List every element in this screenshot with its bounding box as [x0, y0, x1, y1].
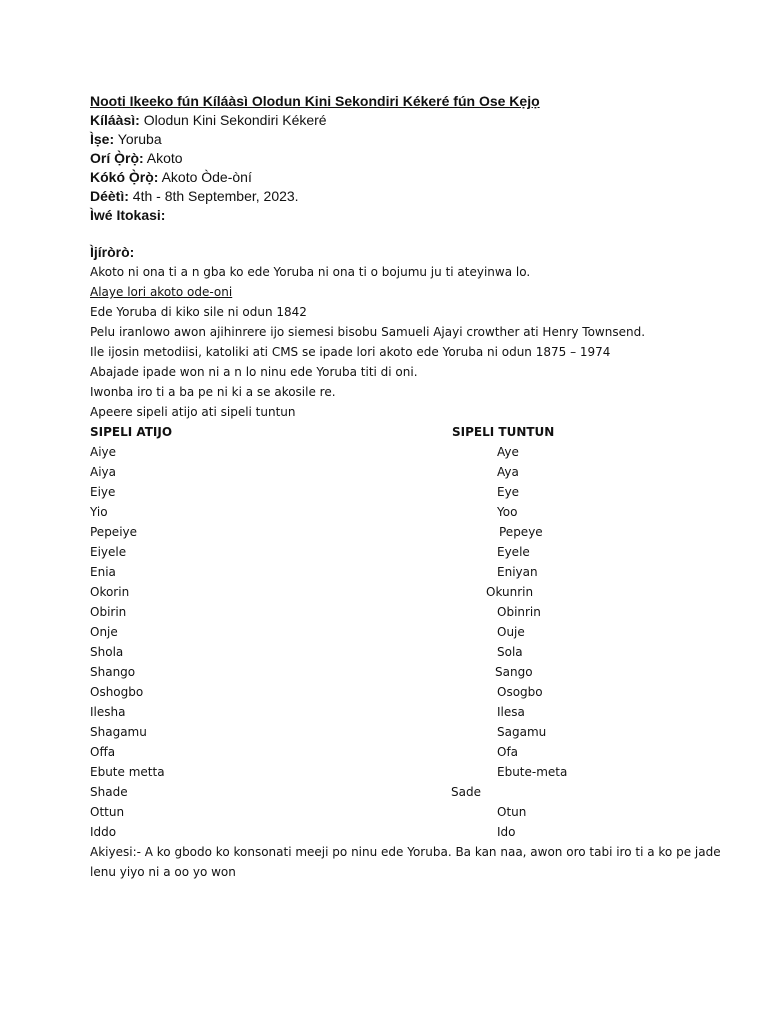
table-row: Shola Sola [90, 645, 523, 659]
table-row: Pepeiye Pepeye [90, 525, 543, 539]
table-row: Onje Ouje [90, 625, 525, 639]
table-row: Shango Sango [90, 665, 533, 679]
table-row: Aiye Aye [90, 445, 519, 459]
ise-value: Yoruba [114, 131, 162, 147]
kilaasi-line [90, 111, 327, 130]
body-line: Ile ijosin metodiisi, katoliki ati CMS se ipade lori akoto ede Yoruba ni odun 1875 – 1974 [90, 345, 611, 359]
ijiroro-heading: Ìjíròrò: [90, 244, 135, 260]
akiyesi-note: Akiyesi:- A ko gbodo ko konsonati meeji po ninu ede Yoruba. Ba kan naa, awon oro tabi iro ti a ko pe jade lenu yiyo ni a oo yo won [90, 845, 721, 879]
ise-line [90, 130, 162, 149]
table-row: Iddo Ido [90, 825, 516, 839]
table-row: Shade Sade [90, 785, 481, 799]
body-line: Abajade ipade won ni a n lo ninu ede Yoruba titi di oni. [90, 365, 418, 379]
body-line: Akoto ni ona ti a n gba ko ede Yoruba ni ona ti o bojumu ju ti ateyinwa lo. [90, 265, 531, 279]
table-row: Ottun Otun [90, 805, 527, 819]
note-title: Nooti Ikeeko fún Kíláàsì Olodun Kini Sekondiri Kékeré fún Ose Kẹjọ [90, 93, 540, 109]
koko-oro-line [90, 168, 252, 187]
deeti-value: 4th - 8th September, 2023. [128, 188, 299, 204]
table-row: Oshogbo Osogbo [90, 685, 543, 699]
table-row: Yio Yoo [90, 505, 518, 519]
table-row: Eiye Eye [90, 485, 520, 499]
table-row: Obirin Obinrin [90, 605, 541, 619]
body-line: Pelu iranlowo awon ajihinrere ijo siemesi bisobu Samueli Ajayi crowther ati Henry Townsend. [90, 325, 646, 339]
kilaasi-label: Kíláàsì: [90, 112, 140, 128]
table-row: Ebute metta Ebute-meta [90, 765, 568, 779]
body-subheading: Alaye lori akoto ode-oni [90, 285, 233, 299]
ori-oro-label: Orí Ọ̀rọ̀: [90, 150, 144, 166]
ori-oro-line [90, 149, 183, 168]
koko-oro-value: Akoto Òde-òní [158, 169, 252, 185]
table-row: Offa Ofa [90, 745, 519, 759]
iwe-itokasi-label: Ìwé Itokasi: [90, 207, 166, 223]
kilaasi-value: Olodun Kini Sekondiri Kékeré [139, 112, 327, 128]
body-section [90, 262, 730, 882]
body-line: Ede Yoruba di kiko sile ni odun 1842 [90, 305, 307, 319]
table-row: Eiyele Eyele [90, 545, 530, 559]
koko-oro-label: Kókó Ọ̀rọ̀: [90, 169, 159, 185]
col-old-header: SIPELI ATIJO [90, 425, 173, 439]
body-line: Iwonba iro ti a ba pe ni ki a se akosile re. [90, 385, 336, 399]
spelling-table-header [90, 422, 730, 442]
deeti-label: Déètì: [90, 188, 129, 204]
col-new-header: SIPELI TUNTUN [452, 425, 555, 439]
table-row: Enia Eniyan [90, 565, 538, 579]
table-row: Okorin Okunrin [90, 585, 534, 599]
body-line: Apeere sipeli atijo ati sipeli tuntun [90, 405, 296, 419]
ori-oro-value: Akoto [143, 150, 183, 166]
table-row: Shagamu Sagamu [90, 725, 547, 739]
deeti-line [90, 187, 299, 206]
ise-label: Ìṣe: [90, 131, 115, 147]
iwe-itokasi-line [90, 206, 165, 225]
table-row: Ilesha Ilesa [90, 705, 525, 719]
table-row: Aiya Aya [90, 465, 519, 479]
